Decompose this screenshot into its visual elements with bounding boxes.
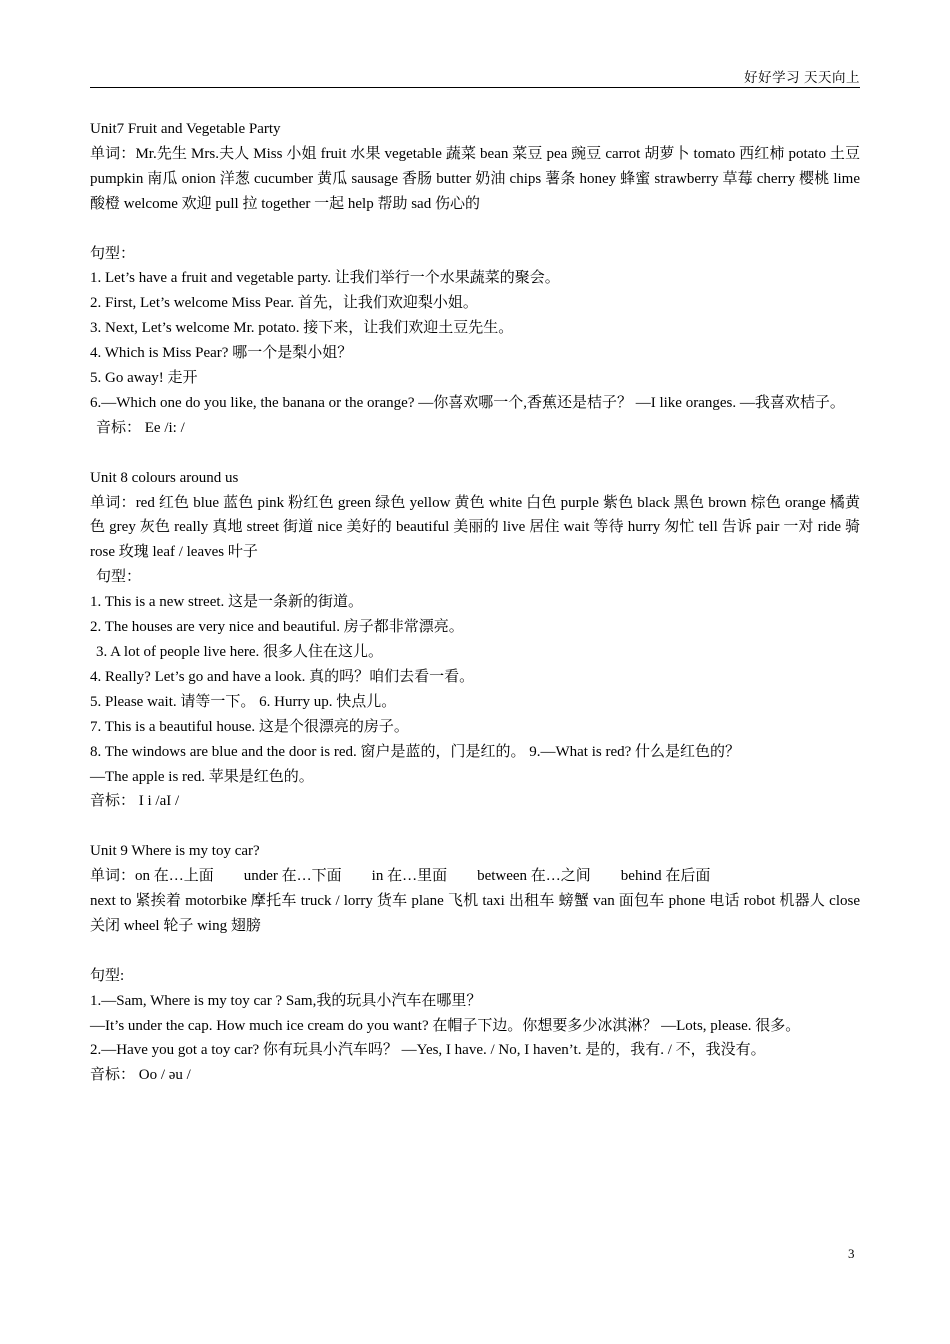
- unit9-phonetic: 音标： Oo / əu /: [90, 1067, 191, 1084]
- unit7-words: 单词：Mr.先生 Mrs.夫人 Miss 小姐 fruit 水果 vegetable 蔬菜 bean 菜豆 pea 豌豆 carrot 胡萝卜 tomato 西红柿 potato 土豆 pumpkin 南瓜 onion 洋葱 cucumber 黄瓜 sausage 香肠 butter 奶油 chips 薯条 honey 蜂蜜 strawberry 草莓 cherry 樱桃 lime 酸橙 welcome 欢迎 pull 拉 together 一起 help 帮助 sad 伤心的: [90, 145, 860, 212]
- spacer: [90, 441, 860, 466]
- unit8-sentence: 7. This is a beautiful house. 这是个很漂亮的房子。: [90, 718, 409, 735]
- unit8-sentence: 8. The windows are blue and the door is red. 窗户是蓝的，门是红的。 9.—What is red? 什么是红色的？: [90, 743, 741, 760]
- unit7-sentence: 2. First, Let’s welcome Miss Pear. 首先，让我们欢迎梨小姐。: [90, 295, 478, 312]
- spacer: [90, 814, 860, 839]
- unit9-title: Unit 9 Where is my toy car?: [90, 843, 260, 860]
- unit7-sentence: 1. Let’s have a fruit and vegetable party. 让我们举行一个水果蔬菜的聚会。: [90, 270, 560, 287]
- unit8-phonetic: 音标： I i /aI /: [90, 793, 180, 810]
- page-content: [90, 117, 860, 1088]
- unit8-sentence: 2. The houses are very nice and beautiful. 房子都非常漂亮。: [90, 619, 464, 636]
- unit8-sentence: —The apple is red. 苹果是红色的。: [90, 768, 314, 785]
- unit8-patterns-label: 句型：: [96, 569, 142, 586]
- page-number: 3: [848, 1246, 855, 1261]
- unit8-sentence: 4. Really? Let’s go and have a look. 真的吗？咱们去看一看。: [90, 668, 475, 685]
- header-rule: [90, 87, 860, 88]
- unit9-words-line2: next to 紧挨着 motorbike 摩托车 truck / lorry 货车 plane 飞机 taxi 出租车 螃蟹 van 面包车 phone 电话 robot 机器人 close 关闭 wheel 轮子 wing 翅膀: [90, 893, 860, 934]
- unit7-sentence: 3. Next, Let’s welcome Mr. potato. 接下来，让我们欢迎土豆先生。: [90, 320, 514, 337]
- unit7-patterns-label: 句型：: [90, 245, 136, 262]
- spacer: [90, 217, 860, 242]
- unit8-sentence: 1. This is a new street. 这是一条新的街道。: [90, 594, 364, 611]
- unit8-words: 单词：red 红色 blue 蓝色 pink 粉红色 green 绿色 yellow 黄色 white 白色 purple 紫色 black 黑色 brown 棕色 orange 橘黄色 grey 灰色 really 真地 street 街道 nice 美好的 beautiful 美丽的 live 居住 wait 等待 hurry 匆忙 tell 告诉 pair 一对 ride 骑 rose 玫瑰 leaf / leaves 叶子: [90, 494, 860, 561]
- unit8-sentence: 3. A lot of people live here. 很多人住在这儿。: [96, 644, 384, 660]
- unit8-title: Unit 8 colours around us: [90, 469, 239, 486]
- unit9-patterns-label: 句型:: [90, 967, 125, 984]
- unit9-sentence: —It’s under the cap. How much ice cream do you want? 在帽子下边。你想要多少冰淇淋？ —Lots, please. 很多。: [90, 1017, 801, 1034]
- page-header: 好好学习 天天向上: [744, 70, 860, 85]
- unit9-sentence: 1.—Sam, Where is my toy car ? Sam,我的玩具小汽车在哪里？: [90, 992, 482, 1009]
- spacer: [90, 939, 860, 964]
- unit7-phonetic: 音标： Ee /i: /: [96, 419, 185, 436]
- unit7-title: Unit7 Fruit and Vegetable Party: [90, 121, 281, 137]
- unit8-sentence: 5. Please wait. 请等一下。 6. Hurry up. 快点儿。: [90, 693, 397, 710]
- unit7-sentence: 6.—Which one do you like, the banana or the orange? —你喜欢哪一个,香蕉还是桔子？ —I like oranges. —我喜欢桔子。: [90, 394, 845, 411]
- unit9-words-line1: 单词：on 在…上面 under 在…下面 in 在…里面 between 在…之间 behind 在后面: [90, 868, 711, 885]
- unit7-sentence: 4. Which is Miss Pear? 哪一个是梨小姐？: [90, 345, 353, 362]
- unit7-sentence: 5. Go away! 走开: [90, 370, 198, 387]
- unit9-sentence: 2.—Have you got a toy car? 你有玩具小汽车吗？ —Yes, I have. / No, I haven’t. 是的，我有. / 不，我没有。: [90, 1042, 766, 1059]
